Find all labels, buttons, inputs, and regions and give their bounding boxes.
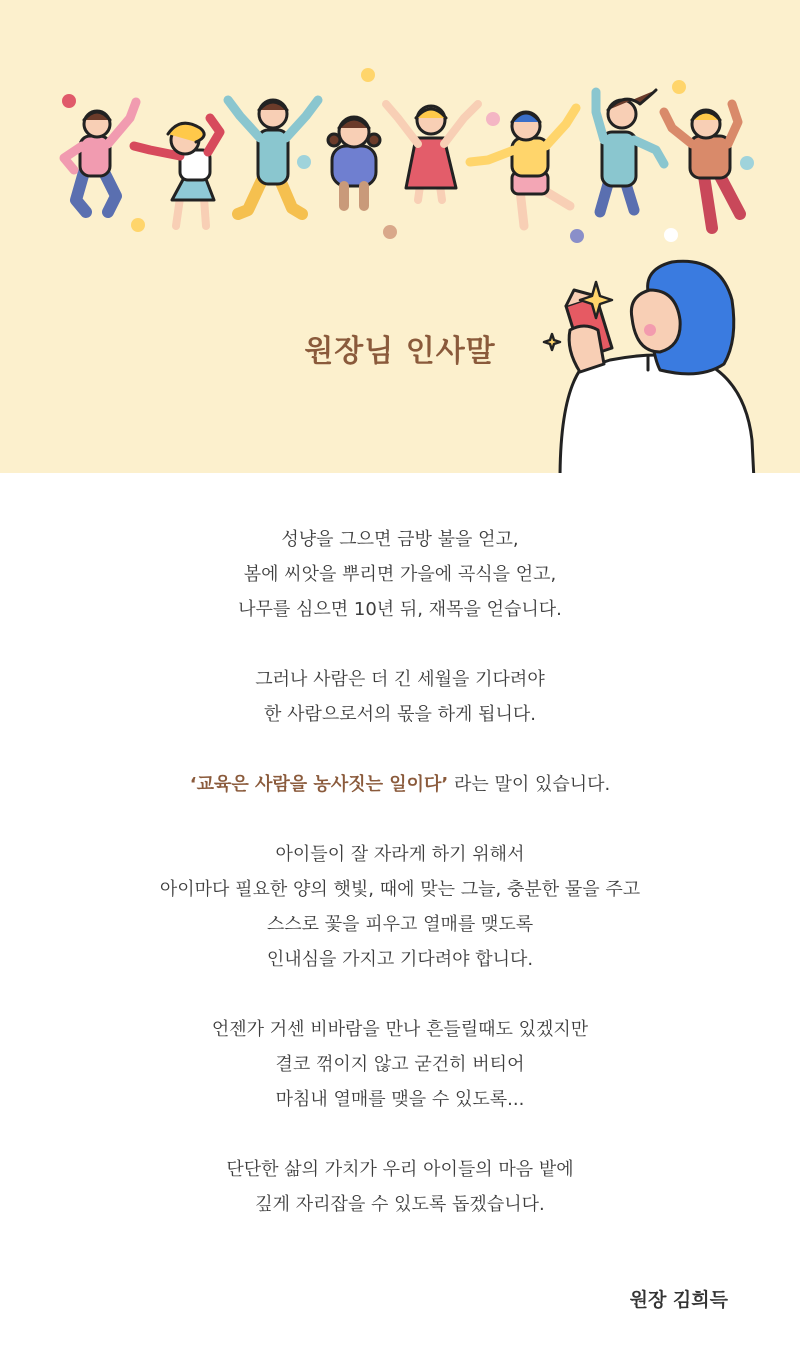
message-line: 인내심을 가지고 기다려야 합니다. <box>266 949 534 970</box>
message-line: 아이들이 잘 자라게 하기 위해서 <box>275 844 525 865</box>
message-line: 한 사람으로서의 몫을 하게 됩니다. <box>263 704 537 725</box>
message-line: 깊게 자리잡을 수 있도록 돕겠습니다. <box>255 1194 545 1215</box>
child-figure <box>134 118 220 226</box>
page-title: 원장님 인사말 <box>304 334 496 369</box>
message-line: 결코 꺾이지 않고 굳건히 버티어 <box>275 1054 525 1075</box>
child-figure <box>386 104 478 200</box>
message-line: 단단한 삶의 가치가 우리 아이들의 마음 밭에 <box>226 1159 574 1180</box>
message-paragraph <box>0 1012 800 1117</box>
message-paragraph <box>0 522 800 627</box>
message-line: 그러나 사람은 더 긴 세월을 기다려야 <box>255 669 545 690</box>
hero-banner <box>0 0 800 473</box>
quote-highlight: ‘교육은 사람을 농사짓는 일이다’ <box>189 774 449 795</box>
message-paragraph <box>0 837 800 977</box>
message-paragraph <box>0 662 800 732</box>
child-figure <box>596 90 664 212</box>
message-line: 마침내 열매를 맺을 수 있도록... <box>275 1089 525 1110</box>
message-line: 스스로 꽃을 피우고 열매를 맺도록 <box>266 914 534 935</box>
child-figure <box>664 104 740 228</box>
message-paragraph <box>0 1152 800 1222</box>
message-line: 아이마다 필요한 양의 햇빛, 때에 맞는 그늘, 충분한 물을 주고 <box>159 879 641 900</box>
message-line: 봄에 씨앗을 뿌리면 가을에 곡식을 얻고, <box>243 564 557 585</box>
child-figure <box>64 102 136 212</box>
quote-rest: 라는 말이 있습니다. <box>448 774 611 795</box>
jumping-children-illustration <box>0 0 800 473</box>
greeting-message <box>0 522 800 1257</box>
message-line: 성냥을 그으면 금방 불을 얻고, <box>281 529 519 550</box>
message-line: 나무를 심으면 10년 뒤, 재목을 얻습니다. <box>238 599 562 620</box>
signature: 원장 김희득 <box>629 1289 728 1311</box>
child-figure <box>328 117 380 206</box>
quote-line <box>0 767 800 802</box>
message-line: 언젠가 거센 비바람을 만나 흔들릴때도 있겠지만 <box>211 1019 589 1040</box>
child-figure <box>470 108 576 226</box>
quote-paragraph <box>0 767 800 802</box>
